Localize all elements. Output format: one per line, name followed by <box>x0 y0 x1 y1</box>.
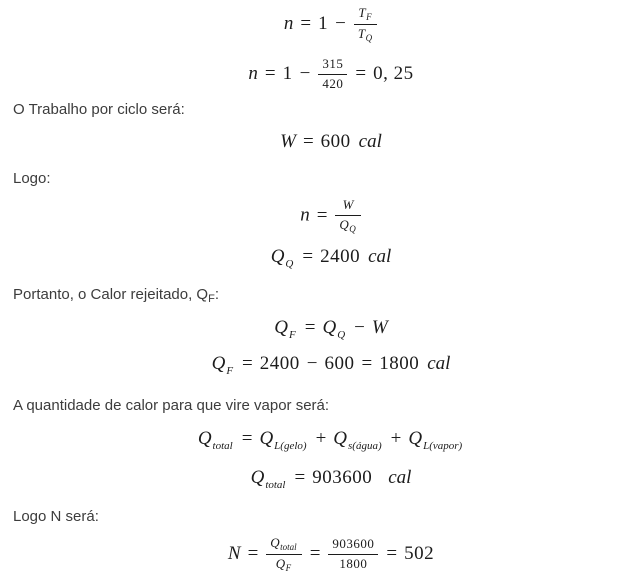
subscripted-symbol <box>275 556 292 574</box>
math-variable: Q <box>339 216 349 232</box>
equation-number-of-cycles-result <box>30 536 632 574</box>
math-subscript: Q <box>285 258 294 270</box>
math-operator: = <box>355 62 367 84</box>
math-number: 903600 <box>332 536 375 552</box>
math-variable: Q <box>197 428 212 449</box>
math-number: 903600 <box>312 467 373 488</box>
math-subscript: F <box>366 12 372 22</box>
subscripted-symbol <box>270 535 297 550</box>
math-variable: cal <box>358 131 382 152</box>
math-number: 1 <box>282 62 293 84</box>
fraction-denominator <box>354 25 377 43</box>
math-variable: Q <box>275 556 286 572</box>
equation-work-per-cycle <box>30 131 632 153</box>
subscripted-symbol <box>408 428 464 452</box>
math-subscript: s(água) <box>348 440 382 452</box>
paragraph-calor-rejeitado-suffix: : <box>214 286 220 303</box>
subscripted-symbol <box>211 353 235 377</box>
fraction-denominator <box>335 216 360 234</box>
math-number: 600 <box>324 353 355 374</box>
math-variable: Q <box>250 467 265 488</box>
fraction-numerator <box>318 57 347 75</box>
fraction <box>328 537 378 572</box>
math-number: 1800 <box>379 353 420 374</box>
math-variable: Q <box>270 246 285 267</box>
math-operator: + <box>390 428 402 449</box>
fraction-numerator <box>266 536 301 555</box>
subscripted-symbol <box>322 317 347 341</box>
math-operator: = <box>302 131 314 152</box>
math-operator: = <box>309 543 321 565</box>
equation-efficiency-work-ratio <box>30 198 632 234</box>
math-number: 502 <box>404 543 435 565</box>
math-operator: = <box>300 13 312 35</box>
math-variable: W <box>342 197 354 212</box>
subscripted-symbol <box>197 428 235 452</box>
math-operator: − <box>299 62 311 84</box>
fraction-numerator <box>335 198 360 216</box>
math-operator: = <box>264 62 276 84</box>
equation-rejected-heat-numeric <box>30 353 632 377</box>
math-variable: Q <box>333 428 348 449</box>
subscripted-symbol <box>259 428 308 452</box>
equation-total-heat-value <box>30 467 632 491</box>
math-variable: T <box>357 26 366 42</box>
equation-total-heat-symbolic <box>30 428 632 452</box>
fraction <box>318 57 347 92</box>
math-subscript: L(gelo) <box>274 440 307 452</box>
math-variable: Q <box>274 317 289 338</box>
math-variable: Q <box>259 428 274 449</box>
equation-carnot-efficiency-symbolic <box>30 6 632 44</box>
fraction-numerator <box>328 537 378 555</box>
math-variable: W <box>371 317 388 338</box>
paragraph-calor-rejeitado <box>13 286 219 308</box>
math-operator: = <box>294 467 306 488</box>
math-variable: Q <box>211 353 226 374</box>
fraction <box>335 198 360 234</box>
math-operator: = <box>316 204 328 226</box>
math-variable: n <box>283 13 294 35</box>
math-variable: T <box>358 5 366 20</box>
math-operator: = <box>242 353 253 374</box>
paragraph-calor-rejeitado-subscript: F <box>208 293 215 305</box>
math-operator: = <box>304 317 316 338</box>
math-operator: = <box>386 543 398 565</box>
math-subscript: Q <box>365 33 373 44</box>
fraction <box>354 6 377 44</box>
subscripted-symbol <box>270 246 296 270</box>
fraction-denominator <box>318 75 347 92</box>
paragraph-quantidade-calor-vapor: A quantidade de calor para que vire vapor será: <box>13 397 330 414</box>
math-operator: = <box>247 543 259 565</box>
math-variable: n <box>300 204 310 226</box>
math-number: 0, 25 <box>373 62 414 84</box>
subscripted-symbol <box>250 467 288 491</box>
fraction <box>266 536 301 574</box>
math-variable: cal <box>388 467 412 488</box>
equation-hot-heat-value <box>30 246 632 270</box>
math-operator: − <box>354 317 365 338</box>
math-variable: W <box>280 131 296 152</box>
math-number: 420 <box>322 75 344 91</box>
math-subscript: total <box>265 479 286 491</box>
math-operator: = <box>361 353 373 374</box>
math-operator: + <box>315 428 327 449</box>
fraction-numerator <box>354 6 377 25</box>
math-variable: Q <box>322 317 337 338</box>
math-subscript: F <box>289 329 296 341</box>
math-number: 600 <box>320 131 351 152</box>
math-subscript: total <box>280 542 297 552</box>
subscripted-symbol <box>333 428 383 452</box>
math-operator: − <box>306 353 318 374</box>
equation-rejected-heat-symbolic <box>30 317 632 341</box>
fraction-denominator <box>328 555 378 572</box>
paragraph-logo-n: Logo N será: <box>13 508 99 525</box>
math-number: 315 <box>322 56 344 71</box>
math-operator: = <box>241 428 253 449</box>
math-operator: = <box>302 246 314 267</box>
paragraph-calor-rejeitado-prefix: Portanto, o Calor rejeitado, Q <box>13 286 209 303</box>
math-number: 1 <box>318 13 329 35</box>
math-variable: N <box>227 543 241 565</box>
math-subscript: Q <box>337 329 346 341</box>
math-subscript: total <box>212 440 233 452</box>
paragraph-logo: Logo: <box>13 170 51 187</box>
subscripted-symbol <box>358 5 372 20</box>
subscripted-symbol <box>357 26 373 44</box>
math-variable: Q <box>408 428 423 449</box>
subscripted-symbol <box>339 217 356 232</box>
math-variable: cal <box>427 353 451 374</box>
math-number: 2400 <box>259 353 300 374</box>
math-subscript: L(vapor) <box>423 440 463 452</box>
fraction-denominator <box>266 555 301 573</box>
math-number: 2400 <box>320 246 361 267</box>
math-subscript: F <box>285 563 292 574</box>
math-subscript: F <box>226 365 234 377</box>
math-operator: − <box>335 13 346 35</box>
math-variable: n <box>248 62 258 84</box>
equation-carnot-efficiency-numeric <box>30 57 632 92</box>
subscripted-symbol <box>274 317 297 341</box>
math-number: 1800 <box>339 556 368 572</box>
paragraph-trabalho-por-ciclo: O Trabalho por ciclo será: <box>13 101 185 118</box>
math-variable: Q <box>270 535 280 550</box>
math-variable: cal <box>368 246 392 267</box>
math-subscript: Q <box>349 223 356 234</box>
